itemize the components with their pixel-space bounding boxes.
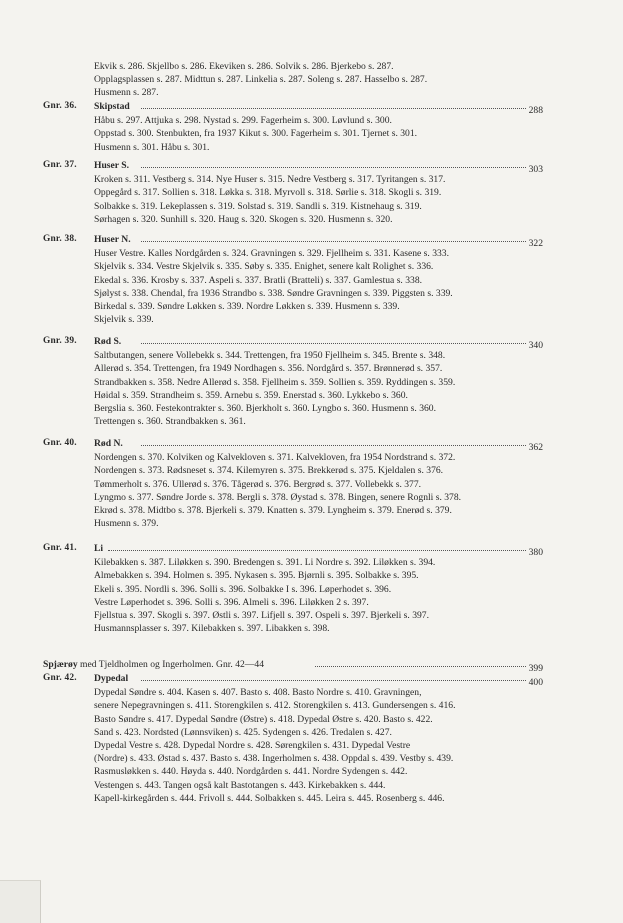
subentry-line: Skjelvik s. 339. — [94, 314, 154, 326]
page-number: 362 — [528, 442, 543, 453]
subentry-line: Høidal s. 359. Strandheim s. 359. Arnebu s. 359. Enerstad s. 360. Lykkebo s. 360. — [94, 389, 408, 401]
gnr-number: Gnr. 40. — [43, 438, 77, 448]
subentry-line: Sand s. 423. Nordsted (Lønnsviken) s. 425. Sydengen s. 426. Tredalen s. 427. — [94, 726, 392, 738]
subentry-line: Sørhagen s. 320. Sunhill s. 320. Haug s. 320. Skogen s. 320. Husmenn s. 320. — [94, 213, 393, 225]
subentry-line: Nordengen s. 370. Kolviken og Kalvekloven s. 371. Kalvekloven, fra 1954 Nordstrand s. 372. — [94, 452, 456, 464]
subentry-line: Husmenn s. 379. — [94, 518, 159, 530]
page-number: 400 — [528, 677, 543, 688]
subentry-line: Trettengen s. 360. Strandbakken s. 361. — [94, 416, 246, 428]
farm-name: Huser N. — [94, 234, 131, 245]
subentry-line: Vestengen s. 443. Tangen også kalt Bastotangen s. 443. Kirkebakken s. 444. — [94, 779, 386, 791]
subentry-line: Strandbakken s. 358. Nedre Allerød s. 358. Fjellheim s. 359. Sollien s. 359. Ryddingen s. 359. — [94, 376, 456, 388]
page-number: 399 — [528, 663, 543, 674]
subentry-line: senere Nepegravningen s. 411. Storengkilen s. 412. Storengkilen s. 413. Gundersengen s. 416. — [94, 700, 456, 712]
subentry-line: Ekrød s. 378. Midtbo s. 378. Bjerkeli s. 379. Knatten s. 379. Lyngheim s. 379. Enerød s. 379. — [94, 505, 452, 516]
page-number: 288 — [528, 105, 543, 116]
leader-dots — [315, 664, 526, 667]
subentry-line: Sjølyst s. 338. Chendal, fra 1936 Strandbo s. 338. Søndre Gravningen s. 339. Piggsten s. 339. — [94, 287, 453, 299]
entry-gnr-36 — [43, 101, 563, 154]
subentry-line: Almebakken s. 394. Holmen s. 395. Nykasen s. 395. Bjørnli s. 395. Solbakke s. 395. — [94, 570, 419, 582]
gnr-number: Gnr. 36. — [43, 101, 77, 111]
subentry-line: Oppstad s. 300. Stenbukten, fra 1937 Kikut s. 300. Fagerheim s. 301. Tjernet s. 301. — [94, 128, 418, 140]
gnr-number: Gnr. 42. — [43, 673, 77, 683]
subentry-line: Dypedal Vestre s. 428. Dypedal Nordre s. 428. Sørengkilen s. 431. Dypedal Vestre — [94, 740, 411, 751]
subentry-line: Bergslia s. 360. Festekontrakter s. 360. Bjerkholt s. 360. Lyngbo s. 360. Husmenn s. 360. — [94, 403, 436, 414]
leader-dots — [141, 239, 526, 242]
page-number: 303 — [528, 164, 543, 175]
farm-name: Rød N. — [94, 438, 123, 449]
subentry-line: Kroken s. 311. Vestberg s. 314. Nye Huser s. 315. Nedre Vestberg s. 317. Tyritangen s. 317. — [94, 174, 446, 186]
page-corner-fold — [0, 880, 41, 923]
farm-name: Huser S. — [94, 160, 130, 171]
subentry-line: Nordengen s. 373. Rødsneset s. 374. Kilemyren s. 375. Brekkerød s. 375. Kjeldalen s. 376. — [94, 465, 444, 477]
farm-name: Li — [94, 543, 104, 554]
entry-gnr-40 — [43, 438, 563, 530]
section-heading — [43, 659, 563, 672]
subentry-line: Håbu s. 297. Attjuka s. 298. Nystad s. 299. Fagerheim s. 300. Løvlund s. 300. — [94, 115, 392, 127]
leader-dots — [141, 678, 526, 681]
subentry-line: Ekedal s. 336. Krosby s. 337. Aspeli s. 337. Bratli (Bratteli) s. 337. Gamlestua s. 338. — [94, 274, 423, 286]
section-name: Spjærøy — [43, 659, 78, 670]
subentry-line: Basto Søndre s. 417. Dypedal Søndre (Østre) s. 418. Dypedal Østre s. 420. Basto s. 422. — [94, 713, 433, 725]
subentry-line: Husmannsplasser s. 397. Kilebakken s. 397. Libakken s. 398. — [94, 623, 330, 635]
page-number: 380 — [528, 547, 543, 558]
subentry-line: Kilebakken s. 387. Liløkken s. 390. Bredengen s. 391. Li Nordre s. 392. Liløkken s. 394. — [94, 557, 436, 569]
subentry-line: Lyngmo s. 377. Søndre Jorde s. 378. Bergli s. 378. Øystad s. 378. Bingen, senere Rognli s. 378. — [94, 491, 462, 503]
subentry-line: Dypedal Søndre s. 404. Kasen s. 407. Basto s. 408. Basto Nordre s. 410. Gravningen, — [94, 687, 422, 699]
page-number: 340 — [528, 340, 543, 351]
subentry-line: Fjellstua s. 397. Skogli s. 397. Østli s. 397. Lifjell s. 397. Ospeli s. 397. Bjerkeli s. 397. — [94, 610, 429, 621]
leader-dots — [108, 548, 526, 551]
leader-dots — [141, 165, 526, 168]
entry-gnr-37 — [43, 160, 563, 226]
gnr-number: Gnr. 39. — [43, 336, 77, 346]
subentry-line: Husmenn s. 301. Håbu s. 301. — [94, 141, 210, 153]
entry-gnr-38 — [43, 234, 563, 326]
continuation-block — [94, 60, 534, 100]
subentry-line: Vestre Løperhodet s. 396. Solli s. 396. Almeli s. 396. Liløkken 2 s. 397. — [94, 596, 369, 608]
continuation-line: Husmenn s. 287. — [94, 87, 159, 99]
continuation-line: Ekvik s. 286. Skjellbo s. 286. Ekeviken s. 286. Solvik s. 286. Bjerkebo s. 287. — [94, 61, 394, 72]
subentry-line: (Nordre) s. 433. Østad s. 437. Basto s. 438. Ingerholmen s. 438. Oppdal s. 439. Vestby s. 439. — [94, 753, 454, 765]
subentry-line: Kapell-kirkegården s. 444. Frivoll s. 444. Solbakken s. 445. Leira s. 445. Rosenberg s. 446. — [94, 792, 445, 804]
subentry-line: Skjelvik s. 334. Vestre Skjelvik s. 335. Søby s. 335. Enighet, senere kalt Rolighet s. 336. — [94, 261, 434, 273]
subentry-line: Solbakke s. 319. Lekeplassen s. 319. Solstad s. 319. Sandli s. 319. Kistnehaug s. 319. — [94, 200, 422, 212]
subentry-line: Allerød s. 354. Trettengen, fra 1949 Nordhagen s. 356. Nordgård s. 357. Brønnerød s. 357. — [94, 363, 443, 375]
farm-name: Skipstad — [94, 101, 130, 112]
section-description: med Tjeldholmen og Ingerholmen. Gnr. 42—44 — [77, 659, 264, 670]
subentry-line: Tømmerholt s. 376. Ullerød s. 376. Tågerød s. 376. Bergrød s. 377. Vollebekk s. 377. — [94, 478, 422, 490]
subentry-line: Saltbutangen, senere Vollebekk s. 344. Trettengen, fra 1950 Fjellheim s. 345. Brente s. 348. — [94, 350, 446, 362]
subentry-line: Rasmusløkken s. 440. Høyda s. 440. Nordgården s. 441. Nordre Sydengen s. 442. — [94, 766, 408, 778]
subentry-line: Ekeli s. 395. Nordli s. 396. Solli s. 396. Solbakke I s. 396. Løperhodet s. 396. — [94, 583, 392, 595]
entry-gnr-39 — [43, 336, 563, 428]
leader-dots — [141, 341, 526, 344]
leader-dots — [141, 443, 526, 446]
entry-gnr-42 — [43, 673, 563, 805]
farm-name: Dypedal — [94, 673, 129, 684]
subentry-line: Oppegård s. 317. Sollien s. 318. Løkka s. 318. Myrvoll s. 318. Sørlie s. 318. Skogli s. 319. — [94, 187, 442, 199]
leader-dots — [141, 106, 526, 109]
subentry-line: Huser Vestre. Kalles Nordgården s. 324. Gravningen s. 329. Fjellheim s. 331. Kasene s. 333. — [94, 248, 449, 260]
gnr-number: Gnr. 41. — [43, 543, 77, 553]
subentry-line: Birkedal s. 339. Søndre Løkken s. 339. Nordre Løkken s. 339. Husmenn s. 339. — [94, 301, 400, 312]
page-number: 322 — [528, 238, 543, 249]
gnr-number: Gnr. 37. — [43, 160, 77, 170]
farm-name: Rød S. — [94, 336, 122, 347]
entry-gnr-41 — [43, 543, 563, 635]
gnr-number: Gnr. 38. — [43, 234, 77, 244]
continuation-line: Opplagsplassen s. 287. Midttun s. 287. Linkelia s. 287. Soleng s. 287. Hasselbo s. 287. — [94, 74, 428, 86]
